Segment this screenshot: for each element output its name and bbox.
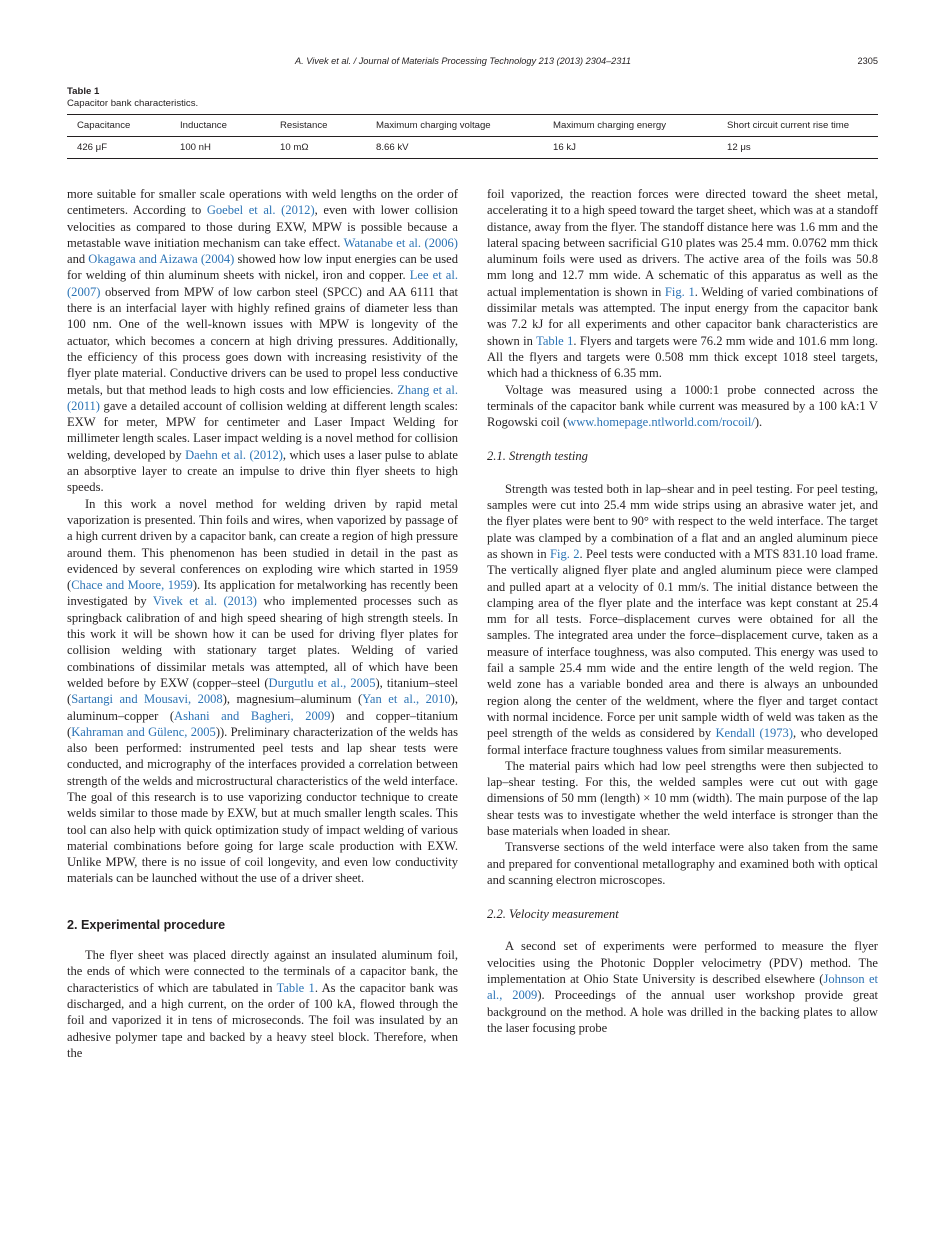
table-caption: Capacitor bank characteristics.: [67, 98, 199, 109]
url-link[interactable]: www.homepage.ntlworld.com/rocoil/: [567, 415, 755, 430]
paragraph: [67, 947, 458, 1061]
column-header: Resistance: [270, 115, 366, 137]
text: ), titanium–steel (: [67, 675, 459, 707]
text: foil vaporized, the reaction forces were directed toward the sheet metal, accelerating it to a high speed toward the target sheet, which was at a standoff distance, away from the flyer. The standoff distance here was 1.6 mm and the lateral spacing between sacrificial G10 plates was 25.4 mm. 0.0762 mm thick aluminum foils were used as drivers. The active area of the foils was 50.8 mm long and 12.7 mm wide. A schematic of this apparatus as well as the actual implementation is shown in: [487, 187, 878, 299]
text: ) and copper–titanium (: [67, 708, 459, 739]
figure-link[interactable]: Fig. 2: [549, 546, 580, 561]
column-header: Capacitance: [67, 115, 170, 137]
citation-link[interactable]: Lee et al. (2007): [67, 268, 458, 299]
paragraph: Transverse sections of the weld interface were also taken from the same and prepared for conventional metallography and examined both with optical and scanning electron microscopes.: [487, 840, 878, 887]
table-cell: 8.66 kV: [366, 137, 543, 159]
left-column: [67, 186, 458, 1061]
citation-link[interactable]: Goebel et al. (2012): [206, 203, 315, 218]
table-cell: 426 μF: [67, 137, 170, 159]
text: , which uses a laser pulse to ablate an absorptive layer to create an impulse to drive thin flyer sheets to high speeds.: [67, 447, 459, 495]
text: more suitable for smaller scale operations with weld lengths on the order of centimeters. According to: [67, 187, 458, 218]
text: ), aluminum–copper (: [67, 692, 458, 723]
column-header: Short circuit current rise time: [717, 115, 878, 137]
text: A second set of experiments were performed to measure the flyer velocities using the Photonic Doppler velocimetry (PDV) method. The implementation at Ohio State University is described elsewhere (: [487, 939, 878, 987]
citation-link[interactable]: Johnson et al., 2009: [487, 972, 878, 1003]
column-header: Inductance: [170, 115, 270, 137]
text: . Welding of varied combinations of dissimilar metals was attempted. The input energy from the capacitor bank was 7.2 kJ for all experiments and other capacitor bank characteristics are shown in: [487, 284, 878, 348]
running-header: [0, 56, 926, 70]
text: The flyer sheet was placed directly against an insulated aluminum foil, the ends of which were connected to the terminals of a capacitor bank, the characteristics of which are tabulated in: [67, 948, 458, 995]
text: . As the capacitor bank was discharged, and a high current, on the order of 100 kA, flowed through the foil and vaporized it in tens of microseconds. The foil was insulated by an adhesive polymer tape and backed by a heavy steel block. Therefore, when the: [67, 980, 458, 1060]
column-header: Maximum charging energy: [543, 115, 717, 137]
citation-link[interactable]: Okagawa and Aizawa (2004): [88, 252, 235, 267]
table-cell: 10 mΩ: [270, 137, 366, 159]
journal-citation: A. Vivek et al. / Journal of Materials Processing Technology 213 (2013) 2304–2311: [295, 56, 631, 66]
text: Voltage was measured using a 1000:1 probe connected across the terminals of the capacitor bank while current was measured by a 100 kA:1 V Rogowski coil (: [487, 382, 878, 430]
text: )). Preliminary characterization of the welds has also been performed: instrumented peel tests and lap shear tests were conducted, and micrography of the interfaces provided a correlation between strength of the welds and microstructural characteristics of the weld interface. The goal of this research is to use vaporizing conductor technique to create welds similar to those made by EXW, but at much smaller length scales. This tool can also help with quick optimization study of impact welding of various material combinations before going for large scale production with EXW. Unlike MPW, there is no issue of coil longevity, and even low conductivity materials can be launched without the use of a driver sheet.: [67, 724, 458, 886]
paragraph: The material pairs which had low peel strengths were then subjected to lap–shear testing. For this, the welded samples were cut out with gage dimensions of 50 mm (length) × 10 mm (width). The main purpose of the lap shear tests was to investigate whether the weld interface is stronger than the base materials when loaded in shear.: [487, 758, 878, 838]
text: showed how low input energies can be used for welding of thin aluminum sheets with nickel, iron and copper.: [67, 252, 458, 283]
figure-link[interactable]: Fig. 1: [664, 284, 695, 299]
table-cell: 12 μs: [717, 137, 878, 159]
table-label: Table 1: [67, 86, 100, 97]
paragraph: [487, 186, 878, 382]
table-header-row: [67, 115, 878, 137]
column-header: Maximum charging voltage: [366, 115, 543, 137]
text: . Peel tests were conducted with a MTS 831.10 load frame. The vertically aligned flyer plate and angled aluminum piece were clamped and pulled apart at a velocity of 0.1 mm/s. The initial distance between the clamping area of the flyer plate and the interface was kept constant at 25.4 mm for all tests. Force–displacement curves were obtained for all the samples. The integrated area under the force–displacement curve, taken as a measure of interface toughness, was also computed. This energy was used to fail a sample 25.4 mm wide and the entire length of the weld region. The weld zone has a variable bonded area and there is always an unbounded region along the center of the weldment, where the flyer and target contact with normal incidence. Force per unit sample width of weld was taken as the peel strength of the welds as considered by: [487, 546, 878, 741]
text: ). Proceedings of the annual user workshop provide great background on the method. A hole was drilled in the backing plates to allow the laser focusing probe: [487, 988, 878, 1035]
citation-link[interactable]: Daehn et al. (2012): [185, 447, 283, 462]
citation-link[interactable]: Sartangi and Mousavi, 2008: [71, 692, 223, 707]
citation-link[interactable]: Kendall (1973): [715, 726, 793, 741]
citation-link[interactable]: Vivek et al. (2013): [152, 594, 257, 609]
text: , who developed formal interface fracture toughness values from similar measurements.: [487, 726, 878, 757]
text: In this work a novel method for welding driven by rapid metal vaporization is presented. Thin foils and wires, when vaporized by passage of a high current driven by a capacitor bank, can create a region of high pressure around them. This phenomenon has been studied in detail in the past as evidenced by several conferences on exploding wire which started in 1959 (: [67, 496, 458, 593]
subsection-heading: 2.1. Strength testing: [487, 449, 588, 464]
text: . Flyers and targets were 76.2 mm wide and 101.6 mm long. All the flyers and targets were 0.508 mm thick except 1018 steel targets, which had a thickness of 6.35 mm.: [487, 333, 878, 381]
table-1: [67, 86, 878, 159]
subsection-heading: 2.2. Velocity measurement: [487, 907, 619, 922]
text: gave a detailed account of collision welding at different length scales: EXW for meter, MPW for centimeter and Laser Impact Welding for millimeter length scales. Laser impact welding is a novel method for collision welding, developed by: [67, 398, 458, 462]
citation-link[interactable]: Kahraman and Gülenc, 2005: [71, 724, 216, 739]
text: observed from MPW of low carbon steel (SPCC) and AA 6111 that there is an interfacial layer with highly refined grains of diameter less than 100 nm. One of the well-known issues with MPW is longevity of the actuator, which becomes a concern at high driving pressures. Additionally, the efficiency of this process goes down with increasing resistivity of the flyer plate material. Conductive drivers can be used to propel less conductive metals, but that method leads to high costs and low efficiencies.: [67, 284, 458, 397]
citation-link[interactable]: Yan et al., 2010: [362, 692, 451, 707]
paragraph: [487, 481, 878, 758]
table-row: [67, 137, 878, 159]
citation-link[interactable]: Watanabe et al. (2006): [343, 235, 458, 250]
right-column: [487, 186, 878, 1036]
table-link[interactable]: Table 1: [536, 333, 574, 348]
capacitor-table: [67, 114, 878, 159]
citation-link[interactable]: Zhang et al. (2011): [67, 382, 458, 413]
text: ). Its application for metalworking has recently been investigated by: [67, 578, 458, 609]
section-heading: 2. Experimental procedure: [67, 917, 226, 932]
text: who implemented processes such as springback calibration of and high speed shearing of high strength steels. In this work it will be shown how it can be used for driving flyer plates for collision welding with stationary target plates. Welding of varied combinations of dissimilar metals was attempted, all of which have been welded before by EXW (copper–steel (: [67, 594, 458, 690]
text: and: [67, 252, 89, 267]
paragraph: [487, 382, 878, 431]
paragraph: [67, 496, 458, 887]
text: Strength was tested both in lap–shear and in peel testing. For peel testing, samples were cut into 25.4 mm wide strips using an abrasive water jet, and the flyer plates were bent to 90° with respect to the weld interface. The target plate was clamped by a combination of a flat and an angled aluminum piece as shown in: [487, 481, 878, 561]
table-link[interactable]: Table 1: [276, 980, 315, 995]
table-cell: 100 nH: [170, 137, 270, 159]
paragraph: [67, 186, 458, 496]
citation-link[interactable]: Durgutlu et al., 2005: [268, 675, 376, 690]
table-cell: 16 kJ: [543, 137, 717, 159]
text: ).: [754, 415, 763, 430]
page-number: 2305: [857, 56, 878, 66]
paragraph: [487, 938, 878, 1036]
citation-link[interactable]: Chace and Moore, 1959: [71, 578, 193, 593]
text: ), magnesium–aluminum (: [222, 692, 363, 707]
citation-link[interactable]: Ashani and Bagheri, 2009: [174, 708, 331, 723]
text: , even with lower collision velocities as compared to those during EXW, MPW is possible because a metastable wave initiation mechanism can take effect.: [67, 203, 458, 250]
